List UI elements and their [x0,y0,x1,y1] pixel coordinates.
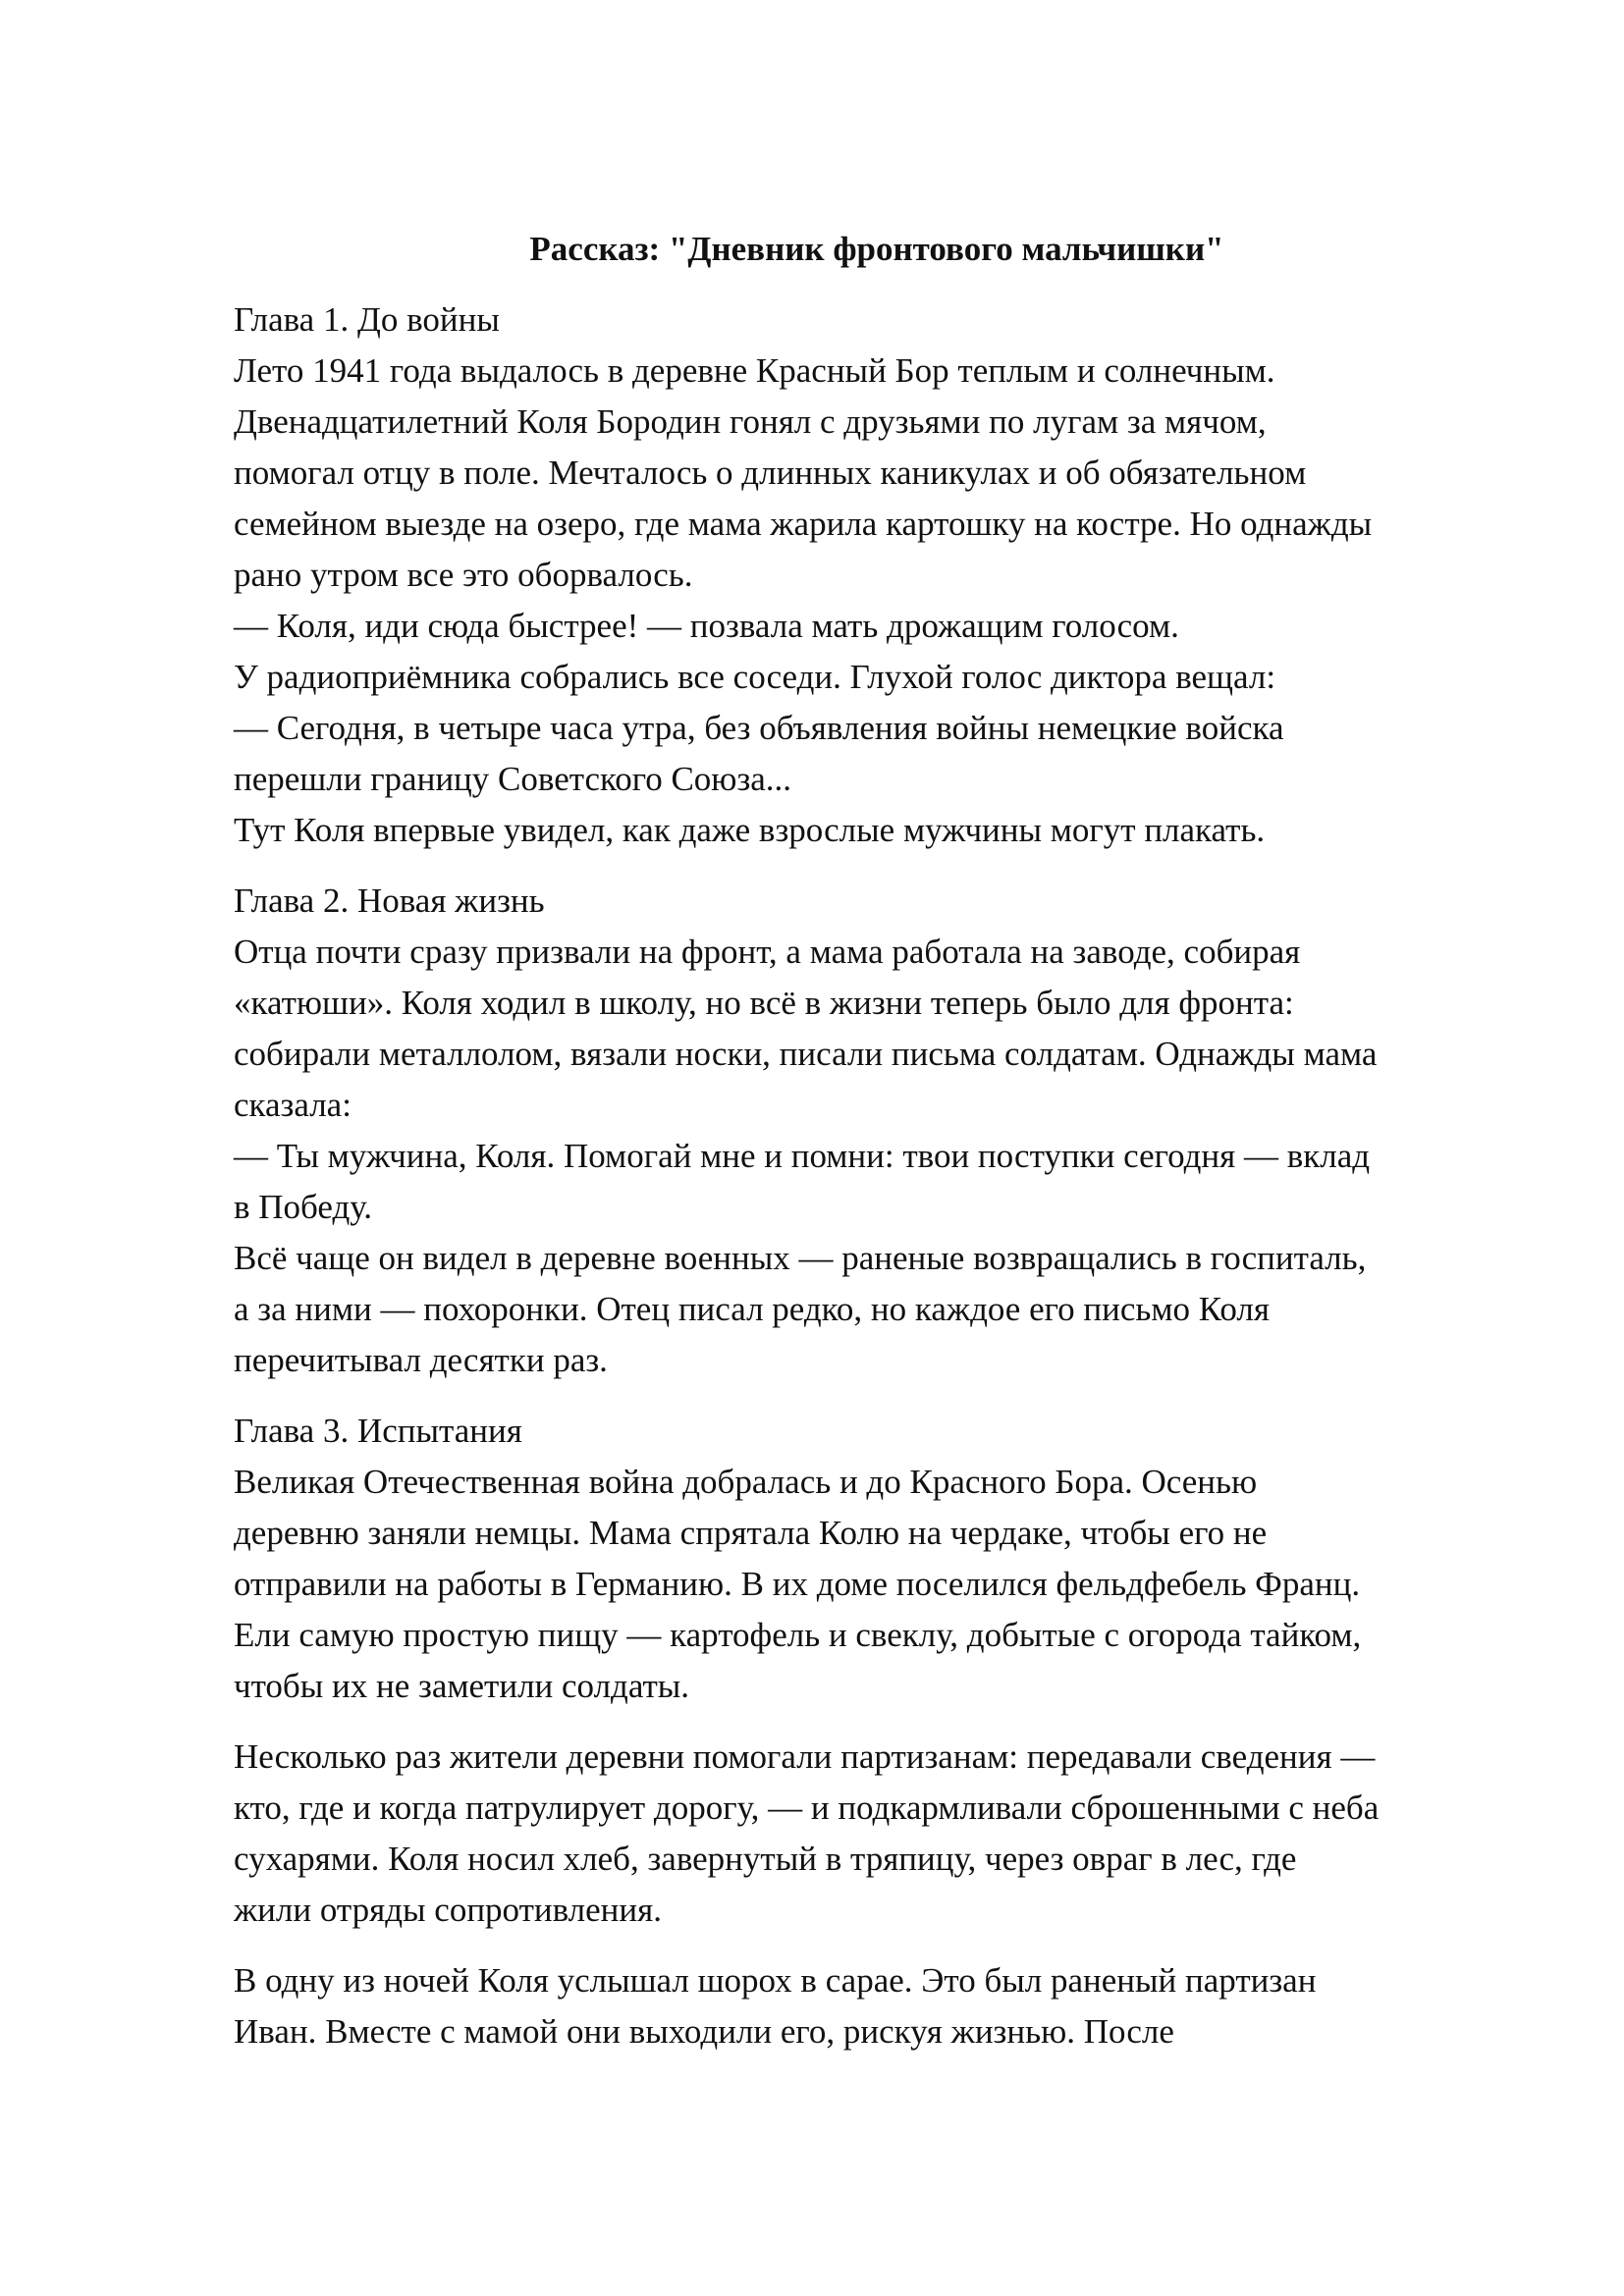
text-line: Глава 1. До войны [234,300,500,339]
paragraph-block [234,1732,1540,1936]
paragraph-block [234,1406,1540,1712]
text-line: собирали металлолом, вязали носки, писали письма солдатам. Однажды мама [234,1035,1378,1073]
document-body [234,294,1540,2057]
text-line: Глава 3. Испытания [234,1412,522,1450]
paragraph-block [234,876,1540,1386]
text-line: а за ними — похоронки. Отец писал редко, но каждое его письмо Коля [234,1290,1270,1328]
text-line: в Победу. [234,1188,373,1226]
text-line: — Ты мужчина, Коля. Помогай мне и помни: твои поступки сегодня — вклад [234,1137,1371,1175]
text-line: сухарями. Коля носил хлеб, завернутый в тряпицу, через овраг в лес, где [234,1840,1297,1878]
text-line: Великая Отечественная война добралась и до Красного Бора. Осенью [234,1463,1258,1501]
text-line: «катюши». Коля ходил в школу, но всё в жизни теперь было для фронта: [234,984,1294,1022]
text-line: Всё чаще он видел в деревне военных — раненые возвращались в госпиталь, [234,1239,1367,1277]
text-line: Несколько раз жители деревни помогали партизанам: передавали сведения — [234,1737,1376,1776]
text-line: Отца почти сразу призвали на фронт, а мама работала на заводе, собирая [234,933,1301,971]
paragraph-block [234,294,1540,856]
text-line: помогал отцу в поле. Мечталось о длинных каникулах и об обязательном [234,454,1307,492]
text-line: — Коля, иди сюда быстрее! — позвала мать дрожащим голосом. [234,607,1179,645]
text-line: перечитывал десятки раз. [234,1341,608,1379]
text-line: Ели самую простую пищу — картофель и свеклу, добытые с огорода тайком, [234,1616,1362,1654]
text-line: В одну из ночей Коля услышал шорох в сарае. Это был раненый партизан [234,1961,1317,2000]
text-line: Иван. Вместе с мамой они выходили его, рискуя жизнью. После [234,2012,1174,2051]
text-line: семейном выезде на озеро, где мама жарила картошку на костре. Но однажды [234,505,1373,543]
text-line: деревню заняли немцы. Мама спрятала Колю на чердаке, чтобы его не [234,1514,1268,1552]
document-page [234,224,1540,2077]
text-line: отправили на работы в Германию. В их доме поселился фельдфебель Франц. [234,1565,1361,1603]
document-title: Рассказ: "Дневник фронтового мальчишки" [529,230,1224,268]
text-line: рано утром все это оборвалось. [234,556,693,594]
text-line: Глава 2. Новая жизнь [234,881,545,920]
text-line: кто, где и когда патрулирует дорогу, — и подкармливали сброшенными с неба [234,1789,1380,1827]
text-line: перешли границу Советского Союза... [234,760,792,798]
text-line: Тут Коля впервые увидел, как даже взрослые мужчины могут плакать. [234,811,1266,849]
text-line: жили отряды сопротивления. [234,1891,662,1929]
text-line: Двенадцатилетний Коля Бородин гонял с друзьями по лугам за мячом, [234,402,1267,441]
text-line: У радиоприёмника собрались все соседи. Глухой голос диктора вещал: [234,658,1276,696]
text-line: чтобы их не заметили солдаты. [234,1667,690,1705]
paragraph-block [234,1955,1540,2057]
text-line: сказала: [234,1086,352,1124]
text-line: — Сегодня, в четыре часа утра, без объявления войны немецкие войска [234,709,1284,747]
text-line: Лето 1941 года выдалось в деревне Красный Бор теплым и солнечным. [234,351,1275,390]
